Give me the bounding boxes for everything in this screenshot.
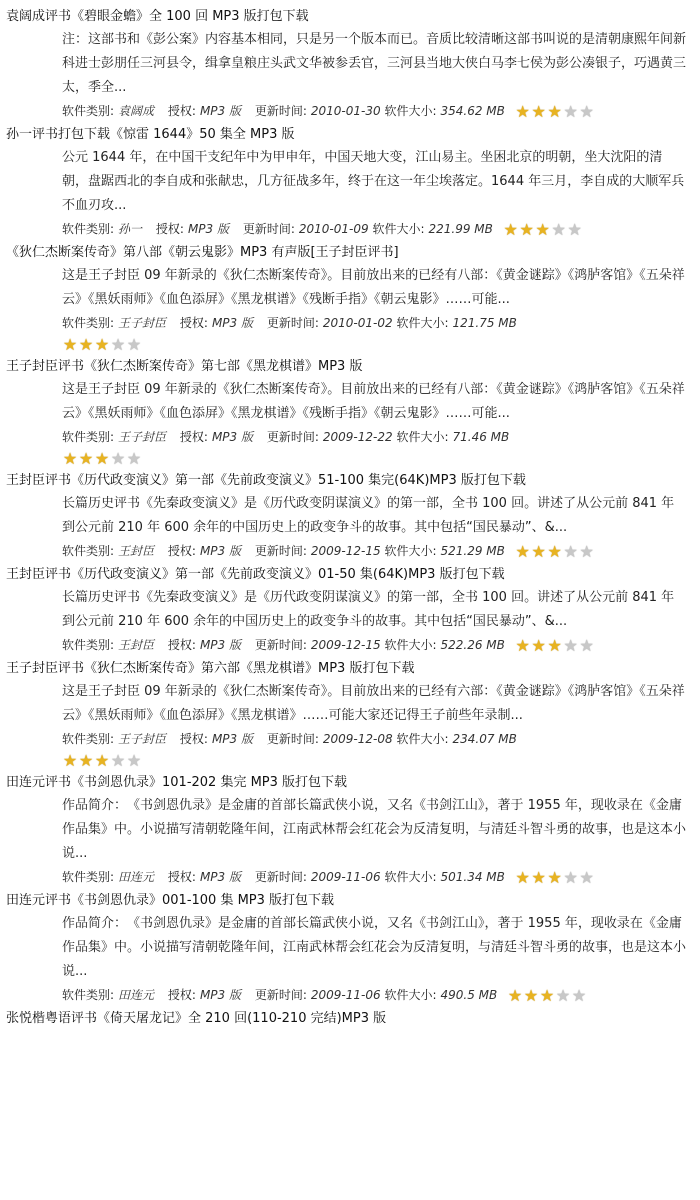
license-label: 授权: [179, 430, 208, 444]
item-meta [6, 218, 700, 242]
category-label: 软件类别: [62, 988, 115, 1002]
item-title-link[interactable]: 孙一评书打包下载《惊雷 1644》50 集全 MP3 版 [6, 127, 295, 142]
size-value: 522.26 MB [440, 638, 505, 652]
item-meta [6, 984, 700, 1008]
star-empty-icon: ★ [579, 102, 594, 121]
rating-stars [6, 750, 700, 772]
list-item [6, 772, 700, 890]
updated-value: 2009-12-15 [310, 544, 381, 558]
star-filled-icon: ★ [507, 986, 523, 1005]
star-filled-icon: ★ [94, 449, 110, 468]
item-title-link[interactable]: 田连元评书《书剑恩仇录》001-100 集 MP3 版打包下载 [6, 893, 335, 908]
rating-stars [507, 986, 587, 1008]
star-filled-icon: ★ [515, 636, 530, 655]
star-empty-icon: ★ [126, 449, 142, 468]
license-label: 授权: [167, 638, 196, 652]
category-value: 王子封臣 [118, 430, 167, 444]
star-filled-icon: ★ [539, 986, 555, 1005]
license-value: MP3 版 [211, 316, 253, 330]
star-filled-icon: ★ [547, 542, 562, 561]
license-label: 授权: [155, 222, 184, 236]
updated-value: 2009-12-08 [322, 732, 393, 746]
star-empty-icon: ★ [571, 986, 587, 1005]
item-meta [6, 634, 700, 658]
star-filled-icon: ★ [62, 449, 78, 468]
updated-label: 更新时间: [242, 222, 295, 236]
star-filled-icon: ★ [515, 542, 530, 561]
license-value: MP3 版 [199, 638, 241, 652]
license-label: 授权: [167, 988, 196, 1002]
updated-value: 2009-12-22 [322, 430, 393, 444]
size-value: 71.46 MB [452, 430, 510, 444]
item-title-link[interactable]: 袁阔成评书《碧眼金蟾》全 100 回 MP3 版打包下载 [6, 9, 309, 24]
rating-stars [503, 220, 583, 242]
star-filled-icon: ★ [78, 449, 94, 468]
size-label: 软件大小: [384, 104, 437, 118]
item-title-link[interactable]: 田连元评书《书剑恩仇录》101-202 集完 MP3 版打包下载 [6, 775, 348, 790]
star-filled-icon: ★ [531, 542, 546, 561]
updated-label: 更新时间: [266, 732, 319, 746]
item-title-link[interactable]: 《狄仁杰断案传奇》第八部《朝云鬼影》MP3 有声版[王子封臣评书] [6, 245, 399, 260]
updated-value: 2009-11-06 [310, 988, 381, 1002]
item-meta [6, 312, 700, 334]
list-item [6, 890, 700, 1008]
item-title-link[interactable]: 王封臣评书《历代政变演义》第一部《先前政变演义》51-100 集完(64K)MP3 版打包下载 [6, 473, 526, 488]
star-filled-icon: ★ [78, 335, 94, 354]
license-label: 授权: [167, 104, 196, 118]
star-filled-icon: ★ [519, 220, 534, 239]
list-item [6, 564, 700, 658]
category-value: 王封臣 [118, 638, 155, 652]
item-description: 作品简介： 《书剑恩仇录》是金庸的首部长篇武侠小说，又名《书剑江山》，著于 1955 年，现收录在《金庸作品集》中。小说描写清朝乾隆年间，江南武林帮会红花会为反清复明，与清廷斗智斗勇的故事，也是这本小说... [62, 916, 687, 979]
star-filled-icon: ★ [78, 751, 94, 770]
item-description: 这是王子封臣 09 年新录的《狄仁杰断案传奇》。目前放出来的已经有八部：《黄金谜踪》《鸿胪客馆》《五朵祥云》《黑妖雨师》《血色添屏》《黑龙棋谱》《残断手指》《朝云鬼影》……可能... [62, 268, 685, 307]
category-value: 田连元 [118, 870, 155, 884]
rating-stars [515, 636, 595, 658]
item-meta [6, 728, 700, 750]
star-filled-icon: ★ [62, 751, 78, 770]
category-value: 王子封臣 [118, 732, 167, 746]
license-label: 授权: [167, 544, 196, 558]
list-item [6, 242, 700, 356]
star-filled-icon: ★ [515, 868, 530, 887]
license-value: MP3 版 [199, 988, 241, 1002]
updated-label: 更新时间: [254, 870, 307, 884]
category-label: 软件类别: [62, 544, 115, 558]
updated-label: 更新时间: [254, 544, 307, 558]
item-meta [6, 540, 700, 564]
star-empty-icon: ★ [579, 868, 594, 887]
updated-value: 2010-01-09 [298, 222, 369, 236]
star-empty-icon: ★ [126, 335, 142, 354]
size-value: 490.5 MB [440, 988, 498, 1002]
size-label: 软件大小: [384, 638, 437, 652]
rating-stars [6, 448, 700, 470]
updated-value: 2010-01-30 [310, 104, 381, 118]
item-meta [6, 866, 700, 890]
star-empty-icon: ★ [563, 636, 578, 655]
license-value: MP3 版 [211, 430, 253, 444]
item-title-link[interactable]: 王子封臣评书《狄仁杰断案传奇》第六部《黑龙棋谱》MP3 版打包下载 [6, 661, 415, 676]
star-filled-icon: ★ [531, 636, 546, 655]
item-title-link[interactable]: 王封臣评书《历代政变演义》第一部《先前政变演义》01-50 集(64K)MP3 版打包下载 [6, 567, 505, 582]
rating-stars [515, 102, 595, 124]
updated-label: 更新时间: [266, 430, 319, 444]
list-item [6, 356, 700, 470]
star-empty-icon: ★ [551, 220, 566, 239]
category-label: 软件类别: [62, 104, 115, 118]
star-filled-icon: ★ [547, 102, 562, 121]
category-value: 袁阔成 [118, 104, 155, 118]
category-label: 软件类别: [62, 316, 115, 330]
updated-label: 更新时间: [254, 638, 307, 652]
size-value: 221.99 MB [428, 222, 493, 236]
size-value: 521.29 MB [440, 544, 505, 558]
star-empty-icon: ★ [563, 868, 578, 887]
size-label: 软件大小: [384, 988, 437, 1002]
size-value: 354.62 MB [440, 104, 505, 118]
license-value: MP3 版 [187, 222, 229, 236]
star-empty-icon: ★ [563, 102, 578, 121]
star-empty-icon: ★ [563, 542, 578, 561]
category-value: 孙一 [118, 222, 143, 236]
item-meta [6, 426, 700, 448]
star-empty-icon: ★ [110, 751, 126, 770]
item-description: 作品简介： 《书剑恩仇录》是金庸的首部长篇武侠小说，又名《书剑江山》，著于 1955 年，现收录在《金庸作品集》中。小说描写清朝乾隆年间，江南武林帮会红花会为反清复明，与清廷斗智斗勇的故事，也是这本小说... [62, 798, 687, 861]
item-description: 长篇历史评书《先秦政变演义》是《历代政变阴谋演义》的第一部，全书 100 回。讲述了从公元前 841 年到公元前 210 年 600 余年的中国历史上的政变争斗的故事。其中包括“国民暴动”、&... [62, 590, 675, 629]
updated-label: 更新时间: [254, 988, 307, 1002]
license-value: MP3 版 [211, 732, 253, 746]
item-description: 这是王子封臣 09 年新录的《狄仁杰断案传奇》。目前放出来的已经有六部：《黄金谜踪》《鸿胪客馆》《五朵祥云》《黑妖雨师》《血色添屏》《黑龙棋谱》……可能大家还记得王子前些年录制... [62, 684, 685, 723]
star-empty-icon: ★ [126, 751, 142, 770]
license-label: 授权: [167, 870, 196, 884]
category-label: 软件类别: [62, 732, 115, 746]
size-label: 软件大小: [396, 732, 449, 746]
category-label: 软件类别: [62, 430, 115, 444]
star-filled-icon: ★ [547, 868, 562, 887]
star-filled-icon: ★ [503, 220, 518, 239]
item-title-link[interactable]: 张悦楷粤语评书《倚天屠龙记》全 210 回(110-210 完结)MP3 版 [6, 1011, 387, 1026]
category-label: 软件类别: [62, 222, 115, 236]
list-item [6, 658, 700, 772]
rating-stars [515, 868, 595, 890]
list-item [6, 124, 700, 242]
item-description: 公元 1644 年，在中国干支纪年中为甲申年，中国天地大变，江山易主。坐困北京的明朝，坐大沈阳的清朝，盘踞西北的李自成和张献忠，几方征战多年，终于在这一年尘埃落定。1644 年三月，李自成的大顺军兵不血刃攻... [62, 150, 685, 213]
updated-value: 2010-01-02 [322, 316, 393, 330]
category-label: 软件类别: [62, 638, 115, 652]
star-empty-icon: ★ [110, 335, 126, 354]
category-value: 王封臣 [118, 544, 155, 558]
rating-stars [515, 542, 595, 564]
item-title-link[interactable]: 王子封臣评书《狄仁杰断案传奇》第七部《黑龙棋谱》MP3 版 [6, 359, 363, 374]
star-empty-icon: ★ [110, 449, 126, 468]
updated-value: 2009-12-15 [310, 638, 381, 652]
star-empty-icon: ★ [579, 636, 594, 655]
list-item [6, 6, 700, 124]
size-label: 软件大小: [372, 222, 425, 236]
updated-label: 更新时间: [254, 104, 307, 118]
star-filled-icon: ★ [531, 102, 546, 121]
license-value: MP3 版 [199, 104, 241, 118]
license-value: MP3 版 [199, 544, 241, 558]
star-filled-icon: ★ [531, 868, 546, 887]
updated-value: 2009-11-06 [310, 870, 381, 884]
star-filled-icon: ★ [515, 102, 530, 121]
size-label: 软件大小: [396, 430, 449, 444]
star-filled-icon: ★ [535, 220, 550, 239]
license-value: MP3 版 [199, 870, 241, 884]
list-item [6, 1008, 700, 1030]
star-empty-icon: ★ [579, 542, 594, 561]
license-label: 授权: [179, 732, 208, 746]
item-description: 长篇历史评书《先秦政变演义》是《历代政变阴谋演义》的第一部，全书 100 回。讲述了从公元前 841 年到公元前 210 年 600 余年的中国历史上的政变争斗的故事。其中包括“国民暴动”、&... [62, 496, 675, 535]
rating-stars [6, 334, 700, 356]
license-label: 授权: [179, 316, 208, 330]
category-value: 王子封臣 [118, 316, 167, 330]
star-empty-icon: ★ [555, 986, 571, 1005]
star-filled-icon: ★ [523, 986, 539, 1005]
item-meta [6, 100, 700, 124]
size-label: 软件大小: [396, 316, 449, 330]
category-value: 田连元 [118, 988, 155, 1002]
size-value: 121.75 MB [452, 316, 517, 330]
star-filled-icon: ★ [547, 636, 562, 655]
size-value: 501.34 MB [440, 870, 505, 884]
star-filled-icon: ★ [62, 335, 78, 354]
star-filled-icon: ★ [94, 335, 110, 354]
category-label: 软件类别: [62, 870, 115, 884]
list-item [6, 470, 700, 564]
size-label: 软件大小: [384, 544, 437, 558]
star-filled-icon: ★ [94, 751, 110, 770]
star-empty-icon: ★ [567, 220, 582, 239]
item-description: 注：这部书和《彭公案》内容基本相同，只是另一个版本而已。音质比较清晰这部书叫说的是清朝康熙年间新科进士彭朋任三河县令，缉拿皇粮庄头武文华被参丢官，三河县当地大侠白马李七侯为彭公凑银子，巧遇黄三太，季全... [62, 32, 687, 95]
updated-label: 更新时间: [266, 316, 319, 330]
size-value: 234.07 MB [452, 732, 517, 746]
item-description: 这是王子封臣 09 年新录的《狄仁杰断案传奇》。目前放出来的已经有八部：《黄金谜踪》《鸿胪客馆》《五朵祥云》《黑妖雨师》《血色添屏》《黑龙棋谱》《残断手指》《朝云鬼影》……可能... [62, 382, 685, 421]
size-label: 软件大小: [384, 870, 437, 884]
